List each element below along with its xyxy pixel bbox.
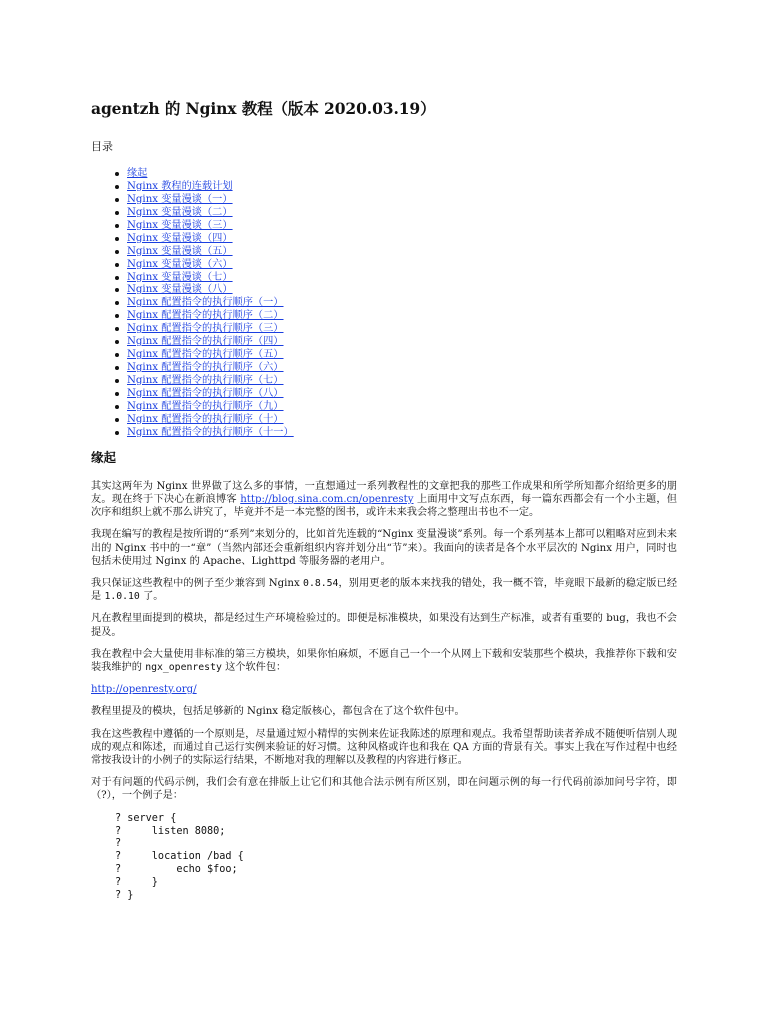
bullet-icon — [115, 237, 119, 241]
table-of-contents — [91, 168, 677, 440]
toc-item — [127, 401, 677, 414]
toc-link[interactable]: Nginx 变量漫谈（八） — [127, 284, 233, 296]
bullet-icon — [115, 418, 119, 422]
toc-link[interactable]: Nginx 配置指令的执行顺序（八） — [127, 387, 284, 399]
toc-item — [127, 336, 677, 349]
bullet-icon — [115, 250, 119, 254]
paragraph-modules: 凡在教程里面提到的模块，都是经过生产环境检验过的。即便是标准模块，如果没有达到生产标准，或者有重要的 bug，我也不会提及。 — [91, 613, 677, 638]
bullet-icon — [115, 211, 119, 215]
version-old: 0.8.54 — [303, 577, 339, 589]
toc-item — [127, 323, 677, 336]
package-name: ngx_openresty — [145, 661, 222, 673]
bullet-icon — [115, 392, 119, 396]
toc-item — [127, 375, 677, 388]
bullet-icon — [115, 288, 119, 292]
bullet-icon — [115, 172, 119, 176]
toc-item — [127, 207, 677, 220]
toc-item — [127, 272, 677, 285]
toc-link[interactable]: Nginx 变量漫谈（一） — [127, 193, 233, 205]
toc-link[interactable]: Nginx 变量漫谈（三） — [127, 219, 233, 231]
toc-link[interactable]: Nginx 配置指令的执行顺序（六） — [127, 362, 284, 374]
bullet-icon — [115, 263, 119, 267]
blog-link[interactable]: http://blog.sina.com.cn/openresty — [240, 493, 414, 505]
paragraph-third-party: 我在教程中会大量使用非标准的第三方模块，如果你怕麻烦，不愿自己一个一个从网上下载和安装那些个模块，我推荐你下载和安装我维护的 ngx_openresty 这个软件包： — [91, 648, 677, 673]
paragraph-included: 教程里提及的模块，包括足够新的 Nginx 稳定版核心，都包含在了这个软件包中。 — [91, 706, 465, 718]
openresty-link[interactable]: http://openresty.org/ — [91, 684, 197, 696]
bullet-icon — [115, 301, 119, 305]
toc-item — [127, 310, 677, 323]
bullet-icon — [115, 198, 119, 202]
bullet-icon — [115, 366, 119, 370]
toc-link[interactable]: Nginx 配置指令的执行顺序（九） — [127, 400, 284, 412]
toc-link[interactable]: Nginx 配置指令的执行顺序（四） — [127, 336, 284, 348]
bullet-icon — [115, 224, 119, 228]
toc-heading: 目录 — [91, 140, 113, 153]
paragraph-openresty-link — [91, 683, 677, 696]
bullet-icon — [115, 405, 119, 409]
toc-link[interactable]: Nginx 配置指令的执行顺序（三） — [127, 323, 284, 335]
toc-item — [127, 220, 677, 233]
toc-link[interactable]: Nginx 变量漫谈（五） — [127, 245, 233, 257]
section-heading: 缘起 — [91, 449, 117, 465]
bullet-icon — [115, 353, 119, 357]
bullet-icon — [115, 431, 119, 435]
toc-link[interactable]: Nginx 配置指令的执行顺序（五） — [127, 349, 284, 361]
toc-item — [127, 297, 677, 310]
toc-item — [127, 388, 677, 401]
code-example: ? server { ? listen 8080; ? ? location /bad { ? echo $foo; ? } ? } — [115, 812, 244, 902]
toc-link[interactable]: Nginx 变量漫谈（六） — [127, 258, 233, 270]
toc-link[interactable]: Nginx 配置指令的执行顺序（十） — [127, 413, 284, 425]
document-page — [91, 100, 677, 903]
toc-item — [127, 362, 677, 375]
toc-link[interactable]: Nginx 教程的连载计划 — [127, 180, 233, 192]
toc-link[interactable]: Nginx 变量漫谈（四） — [127, 232, 233, 244]
document-title: agentzh 的 Nginx 教程（版本 2020.03.19） — [91, 99, 436, 118]
paragraph-version: 我只保证这些教程中的例子至少兼容到 Nginx 0.8.54，别用更老的版本来找我的错处，我一概不管，毕竟眼下最新的稳定版已经是 1.0.10 了。 — [91, 577, 678, 603]
bullet-icon — [115, 314, 119, 318]
bullet-icon — [115, 340, 119, 344]
paragraph-series: 我现在编写的教程是按所谓的“系列”来划分的，比如首先连载的“Nginx 变量漫谈”系列。每一个系列基本上都可以粗略对应到未来出的 Nginx 书中的一“章”（当然内部还会重新组织内容并划分出“节”来）。我面向的读者是各个水平层次的 Nginx 用户，同时也包括未使用过 Nginx 的 Apache、Lighttpd 等服务器的老用户。 — [91, 529, 677, 567]
toc-link[interactable]: Nginx 配置指令的执行顺序（二） — [127, 310, 284, 322]
toc-item — [127, 194, 677, 207]
toc-link[interactable]: Nginx 配置指令的执行顺序（七） — [127, 375, 284, 386]
toc-link[interactable]: Nginx 配置指令的执行顺序（一） — [127, 297, 284, 309]
toc-item — [127, 427, 677, 440]
toc-item — [127, 168, 677, 181]
toc-item — [127, 246, 677, 259]
toc-link[interactable]: 缘起 — [127, 168, 148, 179]
toc-item — [127, 284, 677, 297]
paragraph-intro: 其实这两年为 Nginx 世界做了这么多的事情，一直想通过一系列教程性的文章把我的那些工作成果和所学所知都介绍给更多的朋友。现在终于下决心在新浪博客 http://blog.sina.com.cn/openresty 上面用中文写点东西，每一篇东西都会有一个小主题，但次序和组织上就不那么讲究了，毕竟并不是一本完整的图书，或许未来我会将之整理出书也不一定。 — [91, 480, 677, 519]
toc-link[interactable]: Nginx 变量漫谈（二） — [127, 206, 233, 218]
bullet-icon — [115, 276, 119, 280]
toc-link[interactable]: Nginx 配置指令的执行顺序（十一） — [127, 426, 294, 438]
toc-link[interactable]: Nginx 变量漫谈（七） — [127, 271, 233, 283]
toc-item — [127, 259, 677, 272]
bullet-icon — [115, 327, 119, 331]
paragraph-principle: 我在这些教程中遵循的一个原则是，尽量通过短小精悍的实例来佐证我陈述的原理和观点。我希望帮助读者养成不随便听信别人现成的观点和陈述，而通过自己运行实例来验证的好习惯。这种风格或许也和我在 QA 方面的背景有关。事实上我在写作过程中也经常按我设计的小例子的实际运行结果，不断地对我的理解以及教程的内容进行修正。 — [91, 728, 677, 766]
toc-item — [127, 181, 677, 194]
toc-item — [127, 349, 677, 362]
bullet-icon — [115, 379, 119, 383]
toc-item — [127, 414, 677, 427]
toc-item — [127, 233, 677, 246]
bullet-icon — [115, 185, 119, 189]
version-new: 1.0.10 — [104, 591, 140, 603]
paragraph-code-example: 对于有问题的代码示例，我们会有意在排版上让它们和其他合法示例有所区别，即在问题示例的每一行代码前添加问号字符，即（?），一个例子是： — [91, 777, 677, 802]
